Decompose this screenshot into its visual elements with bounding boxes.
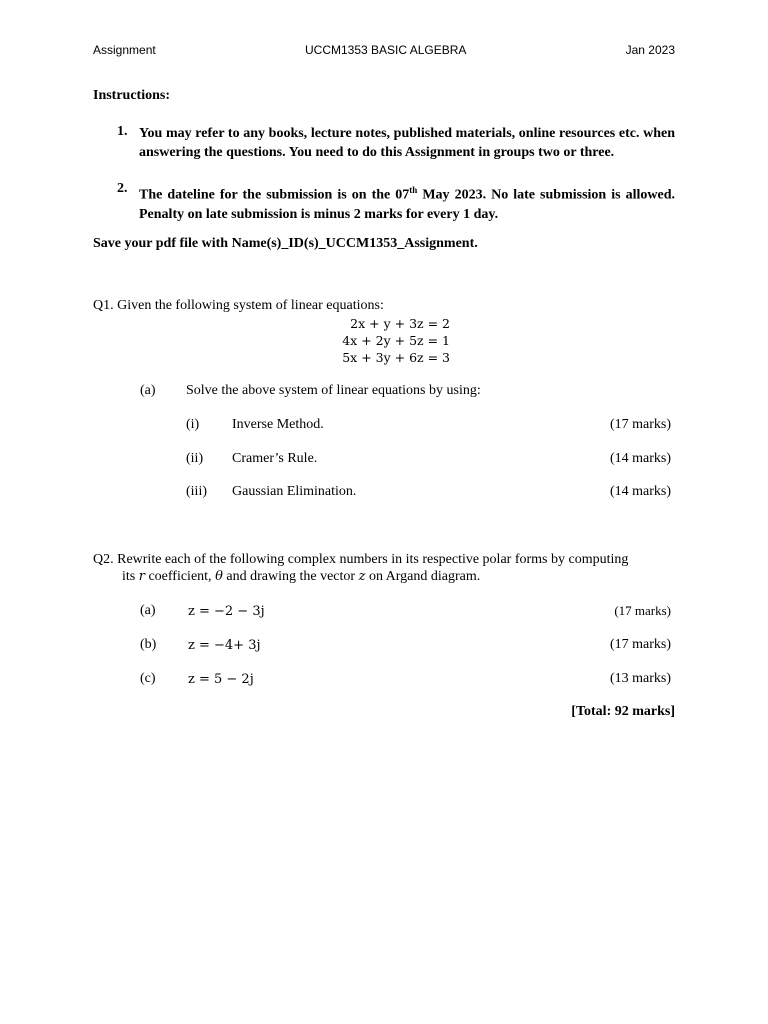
q2-line-2-c: and drawing the vector (222, 569, 359, 584)
q2-part-expression: z = 5 − 2j (188, 672, 254, 687)
instruction-text-after: May 2023. No late submission is allowed. Penalty on late submission is minus 2 marks for every 1 day. (139, 187, 675, 222)
q1-subpart-text: Gaussian Elimination. (232, 484, 357, 499)
q2-part-marks: (17 marks) (609, 637, 671, 652)
header-date: Jan 2023 (625, 43, 675, 57)
instructions-title: Instructions: (93, 88, 171, 103)
q2-line-2-b: coefficient, (144, 569, 216, 584)
r-symbol: r (138, 569, 145, 584)
instruction-item-2 (93, 181, 675, 221)
q2-line-2 (122, 569, 480, 585)
save-file-note: Save your pdf file with Name(s)_ID(s)_UCCM1353_Assignment. (93, 236, 478, 251)
instruction-text: You may refer to any books, lecture notes, published materials, online resources etc. when answering the questions. You need to do this Assignment in groups two or three. (139, 126, 675, 160)
q1-subpart-label: (i) (186, 417, 200, 432)
q2-part-marks: (13 marks) (609, 671, 671, 686)
ordinal-suffix: th (409, 185, 418, 195)
q1-subpart-label: (iii) (186, 484, 207, 499)
q1-subpart-marks: (17 marks) (609, 417, 671, 432)
q2-part-expression: z = −2 − 3j (188, 604, 265, 619)
q2-part-label: (b) (140, 637, 157, 652)
q1-part-a-text: Solve the above system of linear equations by using: (186, 383, 481, 398)
z-symbol: z (358, 569, 366, 584)
q1-subpart-marks: (14 marks) (609, 484, 671, 499)
q2-line-1: Q2. Rewrite each of the following complex numbers in its respective polar forms by computing (93, 552, 629, 567)
theta-symbol: θ (215, 569, 223, 584)
equation-system (310, 316, 450, 367)
q1-subpart-label: (ii) (186, 451, 204, 466)
instruction-number: 2. (117, 181, 128, 196)
q1-subpart-marks: (14 marks) (609, 451, 671, 466)
instruction-number: 1. (117, 124, 128, 139)
q2-part-label: (c) (140, 671, 156, 686)
header-left: Assignment (93, 43, 156, 57)
instruction-text-before: The dateline for the submission is on the 07 (139, 187, 410, 203)
equation-1: 2x + y + 3z = 2 (350, 316, 450, 331)
q1-subpart-text: Cramer’s Rule. (232, 451, 318, 466)
q2-part-expression: z = −4+ 3j (188, 638, 261, 653)
q1-subpart-text: Inverse Method. (232, 417, 324, 432)
q1-intro: Q1. Given the following system of linear equations: (93, 298, 384, 313)
q1-part-a-label: (a) (140, 383, 156, 398)
instruction-item-1 (93, 124, 675, 182)
page-header (93, 43, 675, 61)
equation-3: 5x + 3y + 6z = 3 (342, 350, 450, 365)
q2-line-2-a: its (122, 569, 139, 584)
equation-2: 4x + 2y + 5z = 1 (342, 333, 450, 348)
instruction-text (139, 181, 675, 224)
q2-line-2-d: on Argand diagram. (365, 569, 481, 584)
q2-part-label: (a) (140, 603, 156, 618)
q2-part-marks: (17 marks) (614, 603, 671, 618)
header-course-title: UCCM1353 BASIC ALGEBRA (305, 43, 467, 57)
total-marks: [Total: 92 marks] (571, 704, 675, 719)
